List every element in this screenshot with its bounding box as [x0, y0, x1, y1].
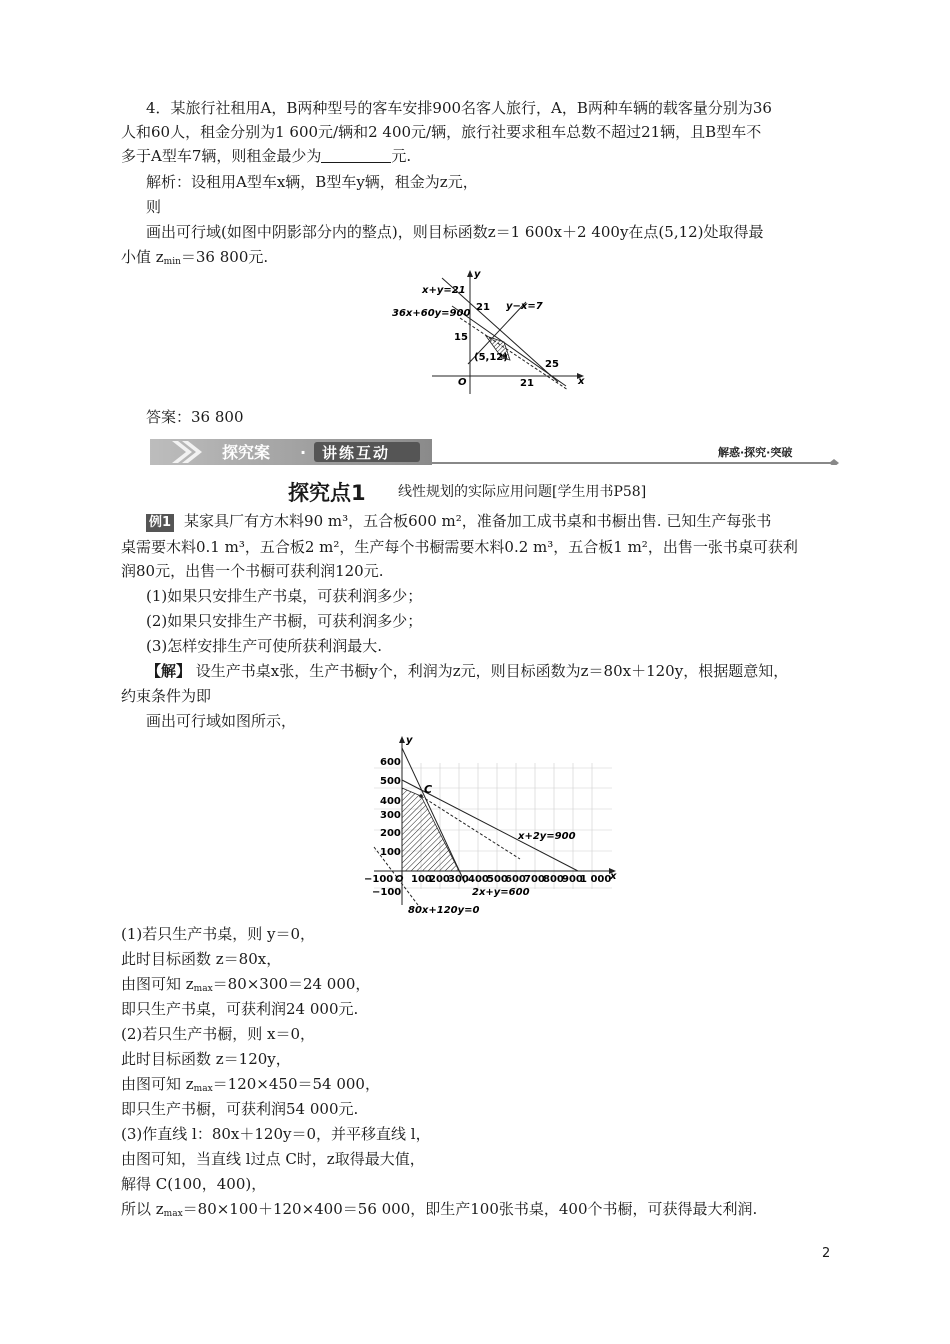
- fig2-tick-y300: 300: [380, 810, 401, 821]
- ex1-line1-text: 某家具厂有方木料90 m³，五合板600 m²，准备加工成书桌和书橱出售. 已知生产每张书: [184, 512, 772, 530]
- ex1-q1: (1)如果只安排生产书桌，可获利润多少；: [146, 587, 423, 605]
- zmin-value: ＝36 800元.: [180, 248, 269, 266]
- fig2-y-arrow: [399, 736, 405, 743]
- fig2-origin: O: [395, 874, 404, 885]
- q4-line3-text: 多于A型车7辆，则租金最少为: [121, 147, 322, 165]
- section-banner: [150, 439, 840, 465]
- fig2-label-line-c: 80x+120y=0: [408, 905, 480, 916]
- ans-a4: 即只生产书桌，可获利润24 000元.: [121, 1000, 359, 1018]
- fig1-label-point: (5,12): [474, 352, 508, 363]
- q4-line3-unit: 元.: [391, 147, 412, 165]
- q4-sol4: [121, 247, 268, 272]
- fig1-tick-y15: 15: [454, 332, 468, 343]
- fig2-x-label: x: [610, 871, 617, 882]
- fig2-tick-yneg100: −100: [372, 887, 402, 898]
- ex1-line2: 桌需要木料0.1 m³，五合板2 m²，生产每个书橱需要木料0.2 m³，五合板1 m²，出售一张书桌可获利: [121, 538, 798, 556]
- example-badge: 例1: [146, 514, 174, 532]
- fig2-tick-x500: 500: [487, 874, 508, 885]
- ans-a2: 此时目标函数 z＝80x，: [121, 950, 282, 968]
- ex1-s2: 约束条件为即: [121, 687, 212, 705]
- fig2-tick-y400: 400: [380, 796, 401, 807]
- figure-rental-feasible-region: [390, 268, 600, 400]
- fig1-tick-x25: 25: [545, 359, 559, 370]
- q4-sol1: 解析：设租用A型车x辆，B型车y辆，租金为z元，: [146, 173, 478, 191]
- banner-subtitle: 讲练互动: [322, 444, 391, 462]
- q4-line3: [121, 146, 411, 166]
- banner-dot: ·: [300, 443, 307, 462]
- fig2-tick-y500: 500: [380, 776, 401, 787]
- a7-sub: max: [193, 1084, 213, 1094]
- banner-title: 探究案: [222, 443, 271, 462]
- ans-a6: 此时目标函数 z＝120y，: [121, 1050, 291, 1068]
- ex1-line3: 润80元，出售一个书橱可获利润120元.: [121, 562, 384, 580]
- fig2-tick-y100: 100: [380, 847, 401, 858]
- fig2-tick-xneg100: −100: [364, 874, 394, 885]
- a12-sub: max: [163, 1209, 183, 1219]
- fig2-tick-x600: 600: [505, 874, 526, 885]
- a12-prefix: 所以 z: [121, 1200, 164, 1218]
- ans-a3: [121, 974, 370, 999]
- a7-value: ＝120×450＝54 000，: [212, 1075, 380, 1093]
- fig2-tick-y600: 600: [380, 757, 401, 768]
- ans-a5: (2)若只生产书橱，则 x＝0，: [121, 1025, 316, 1043]
- fig2-point-c: [419, 794, 423, 798]
- ans-a1: (1)若只生产书桌，则 y＝0，: [121, 925, 316, 943]
- a12-value: ＝80×100＋120×400＝56 000，即生产100张书桌，400个书橱，可获得最大利润.: [182, 1200, 758, 1218]
- ans-a9: (3)作直线 l：80x＋120y＝0，并平移直线 l，: [121, 1125, 431, 1143]
- fig2-tick-x800: 800: [543, 874, 564, 885]
- a3-prefix: 由图可知 z: [121, 975, 194, 993]
- q4-line2: 人和60人，租金分别为1 600元/辆和2 400元/辆，旅行社要求租车总数不超过21辆，且B型车不: [121, 123, 762, 141]
- fig2-tick-x400: 400: [468, 874, 489, 885]
- a7-prefix: 由图可知 z: [121, 1075, 194, 1093]
- fig1-tick-x21: 21: [520, 378, 534, 389]
- q4-line1: 4．某旅行社租用A，B两种型号的客车安排900名客人旅行，A，B两种车辆的载客量分别为36: [146, 99, 772, 117]
- fig1-x-label: x: [578, 376, 585, 387]
- fig2-tick-x100: 100: [411, 874, 432, 885]
- figure-furniture-feasible-region: [362, 733, 624, 919]
- fig1-y-arrow: [467, 270, 473, 277]
- page-number: 2: [822, 1246, 831, 1261]
- answer-blank: [321, 148, 391, 163]
- fig1-y-label: y: [474, 269, 481, 280]
- fig1-label-diff: y−x=7: [506, 301, 543, 312]
- ans-a7: [121, 1074, 380, 1099]
- fig2-tick-x1000: 1 000: [580, 874, 612, 885]
- ans-a10: 由图可知，当直线 l过点 C时，z取得最大值，: [121, 1150, 425, 1168]
- zmin-sub: min: [163, 257, 181, 267]
- fig2-label-line-b: 2x+y=600: [472, 887, 530, 898]
- fig2-y-label: y: [406, 735, 413, 746]
- ex1-line1: [146, 511, 771, 532]
- ans-a8: 即只生产书橱，可获利润54 000元.: [121, 1100, 359, 1118]
- solution-marker: 【解】: [146, 662, 192, 680]
- fig1-label-cap: 36x+60y=900: [392, 308, 471, 319]
- fig2-tick-y200: 200: [380, 828, 401, 839]
- fig2-label-c: C: [424, 783, 433, 796]
- fig1-origin: O: [458, 377, 467, 388]
- ans-a11: 解得 C(100，400)，: [121, 1175, 267, 1193]
- fig1-tick-y21: 21: [476, 302, 490, 313]
- fig1-label-sum: x+y=21: [422, 285, 466, 296]
- banner-end-diamond: [829, 459, 839, 465]
- a3-sub: max: [193, 984, 213, 994]
- banner-right-text: 解惑·探究·突破: [718, 446, 793, 459]
- fig2-tick-x900: 900: [562, 874, 583, 885]
- fig2-shaded-region: [402, 788, 459, 871]
- ex1-s3: 画出可行域如图所示，: [146, 712, 297, 730]
- ex1-s1-text: 设生产书桌x张，生产书橱y个，利润为z元，则目标函数为z＝80x＋120y，根据题意知，: [195, 662, 789, 680]
- fig2-tick-x300: 300: [448, 874, 469, 885]
- fig2-tick-x700: 700: [524, 874, 545, 885]
- section-title: 探究点1: [288, 481, 366, 505]
- zmin-z: 小值 z: [121, 248, 164, 266]
- q4-answer: 答案：36 800: [146, 408, 244, 426]
- q4-sol3: 画出可行域(如图中阴影部分内的整点)，则目标函数z＝1 600x＋2 400y在点(5,12)处取得最: [146, 223, 764, 241]
- a3-value: ＝80×300＝24 000，: [212, 975, 371, 993]
- fig2-label-line-a: x+2y=900: [518, 831, 576, 842]
- ex1-solution-line1: [146, 661, 788, 681]
- ex1-q2: (2)如果只安排生产书橱，可获利润多少；: [146, 612, 423, 630]
- ans-a12: [121, 1199, 757, 1224]
- ex1-q3: (3)怎样安排生产可使所获利润最大.: [146, 637, 383, 655]
- q4-sol2: 则: [146, 198, 162, 216]
- fig2-tick-x200: 200: [429, 874, 450, 885]
- section-subtitle: 线性规划的实际应用问题[学生用书P58]: [398, 484, 647, 500]
